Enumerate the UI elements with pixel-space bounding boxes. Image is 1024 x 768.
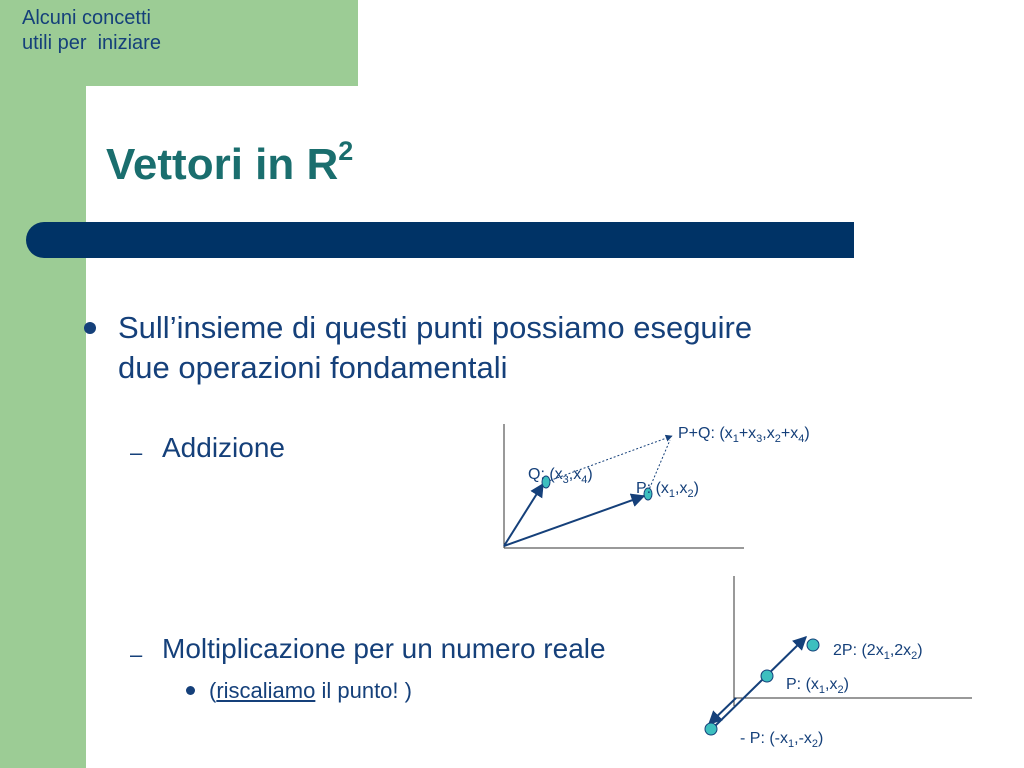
label-sum <box>678 425 810 445</box>
lbl-part: ) <box>693 480 699 497</box>
rescale-link[interactable]: riscaliamo <box>216 678 316 703</box>
lbl-sub: 2 <box>837 684 844 697</box>
lbl-part: ,x <box>568 466 582 483</box>
label-q <box>528 466 593 486</box>
lbl-part: ,-x <box>794 730 812 747</box>
slide-title-text: Vettori in R <box>106 140 339 189</box>
lbl-part: P: (x <box>636 480 669 497</box>
dash-icon: – <box>130 440 143 465</box>
label-2p <box>833 642 923 662</box>
point-neg-p <box>705 723 717 735</box>
lbl-sub: 3 <box>562 474 569 487</box>
point-p-scaled <box>761 670 773 682</box>
lbl-sub: 2 <box>687 488 694 501</box>
bullet-multiplication: Moltiplicazione per un numero reale <box>162 633 606 664</box>
point-2p <box>807 639 819 651</box>
label-p <box>636 480 699 500</box>
dash-icon: – <box>130 642 143 667</box>
lbl-part: 2P: (2x <box>833 642 884 659</box>
lbl-part: - P: (-x <box>740 730 788 747</box>
lbl-part: ) <box>917 642 923 659</box>
rescale-rest: il punto! ) <box>315 678 412 703</box>
vector-p-arrow <box>504 496 644 546</box>
lbl-part: ) <box>818 730 824 747</box>
lbl-part: P: (x <box>786 676 819 693</box>
lbl-part: ,x <box>675 480 688 497</box>
lbl-sub: 1 <box>818 684 826 697</box>
lbl-part: ,x <box>762 425 775 442</box>
lbl-part: ,x <box>825 676 838 693</box>
lbl-sub: 1 <box>883 650 890 663</box>
slide-title-superscript: 2 <box>338 136 354 166</box>
section-title-line1: Alcuni concetti <box>22 7 151 29</box>
label-neg-p <box>740 730 823 750</box>
lbl-sub: 3 <box>756 433 763 446</box>
bullet-main-text: Sull’insieme di questi punti possiamo eseguire due operazioni fondamentali <box>118 310 753 385</box>
lbl-sub: 4 <box>798 433 805 446</box>
lbl-part: +x <box>738 425 757 442</box>
lbl-part: ) <box>587 466 593 483</box>
lbl-sub: 2 <box>911 650 918 663</box>
lbl-sub: 1 <box>732 433 739 446</box>
lbl-part: ,2x <box>889 642 912 659</box>
bullet-addition: Addizione <box>162 432 285 463</box>
lbl-sub: 4 <box>581 474 588 487</box>
lbl-sub: 2 <box>811 738 819 751</box>
vector-q-arrow <box>504 484 543 546</box>
section-title-line2: utili per iniziare <box>22 32 161 54</box>
lbl-part: P+Q: (x <box>678 425 733 442</box>
lbl-part: ) <box>804 425 810 442</box>
lbl-part: ) <box>843 676 849 693</box>
lbl-sub: 1 <box>668 488 676 501</box>
label-p-scaled <box>786 676 849 696</box>
lbl-part: Q: (x <box>528 466 563 483</box>
lbl-sub: 1 <box>788 738 795 751</box>
lbl-sub: 2 <box>774 433 781 446</box>
rescale-open-paren: ( <box>209 678 217 703</box>
lbl-part: +x <box>780 425 799 442</box>
